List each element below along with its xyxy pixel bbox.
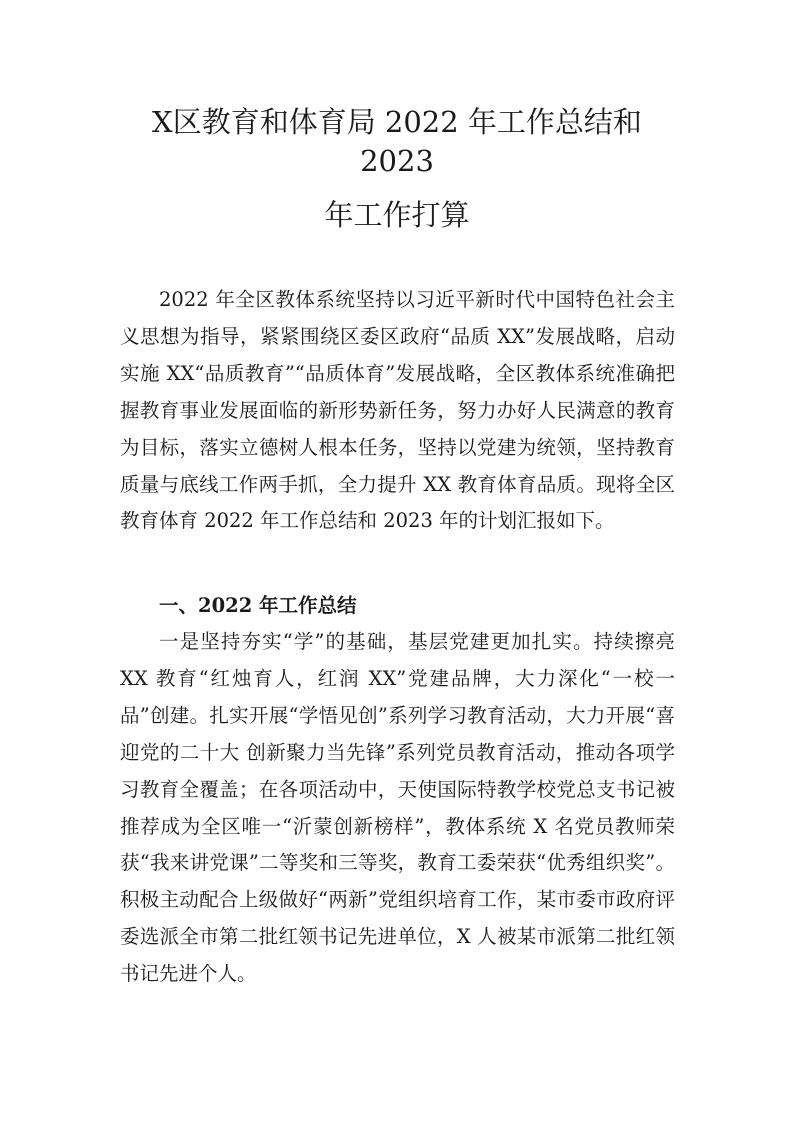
document-title-line-3: 年工作打算 (324, 198, 470, 232)
intro-paragraph: 2022 年全区教体系统坚持以习近平新时代中国特色社会主义思想为指导，紧紧围绕区委区政府“品质 XX”发展战略，启动实施 XX“品质教育”“品质体育”发展战略，全区教体系统准确把握教育事业发展面临的新形势新任务，努力办好人民满意的教育为目标，落实立德树人根本任务，坚持以党建为统领，坚持教育质量与底线工作两手抓，全力提升 XX 教育体育品质。现将全区教育体育 2022 年工作总结和 2023 年的计划汇报如下。 (120, 288, 675, 533)
document-title-line-2: 2023 (360, 144, 434, 178)
section-paragraph: 一是坚持夯实“学”的基础，基层党建更加扎实。持续擦亮 XX 教育“红烛育人，红润 XX”党建品牌，大力深化“一校一品”创建。扎实开展“学悟见创”系列学习教育活动，大力开展“喜迎党的二十大 创新聚力当先锋”系列党员教育活动，推动各项学习教育全覆盖；在各项活动中，天使国际特教学校党总支书记被推荐成为全区唯一“沂蒙创新榜样”，教体系统 X 名党员教师荣获“我来讲党课”二等奖和三等奖，教育工委荣获“优秀组织奖”。积极主动配合上级做好“两新”党组织培育工作，某市委市政府评委选派全市第二批红领书记先进单位，X 人被某市派第二批红领书记先进个人。 (120, 630, 675, 986)
document-title-line-1: X区教育和体育局 2022 年工作总结和 (152, 105, 642, 139)
section-heading: 一、2022 年工作总结 (159, 594, 357, 617)
